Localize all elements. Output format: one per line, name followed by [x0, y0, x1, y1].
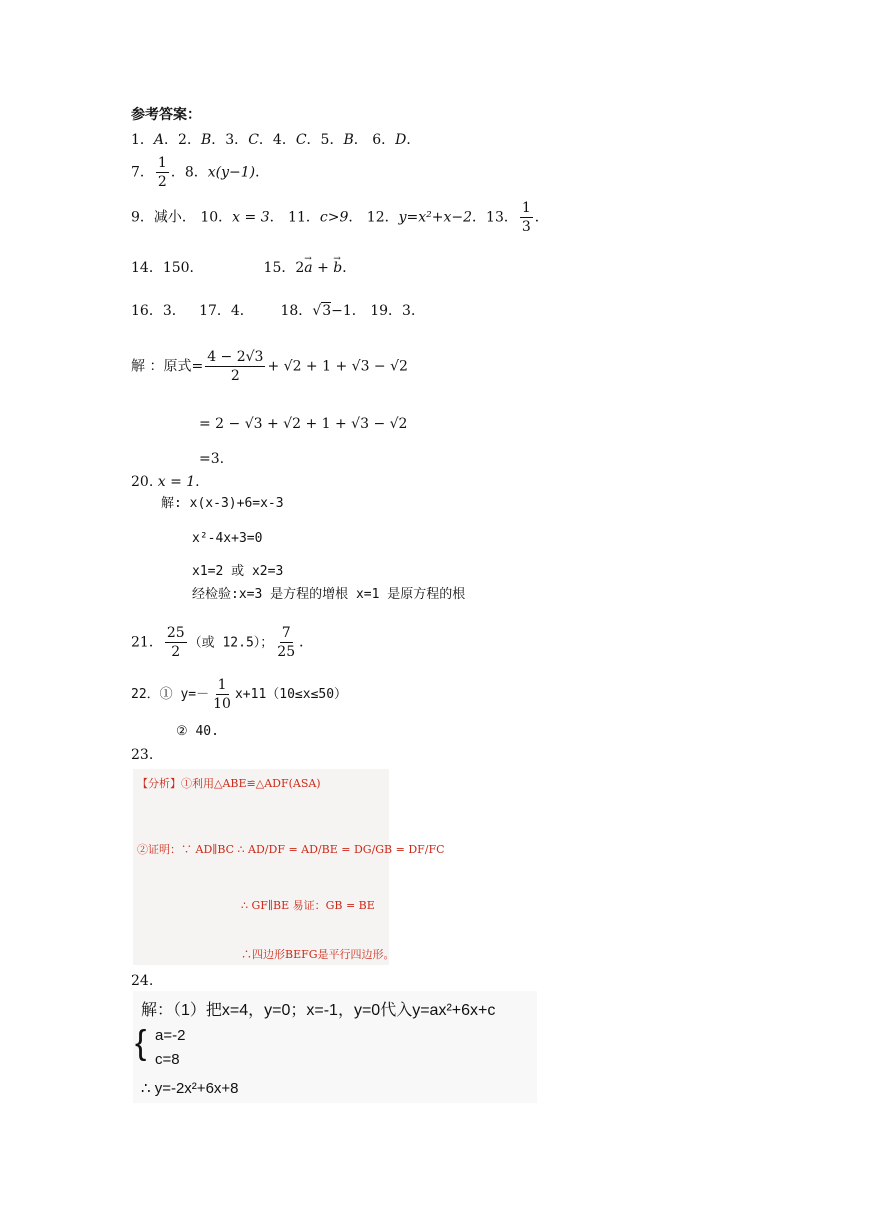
answers-1-6: [131, 130, 420, 150]
q20-step-3: x1=2 或 x2=3: [192, 564, 284, 579]
q23-proof: ②证明：∵ AD∥BC ∴ AD/DF = AD/BE = DG/GB = DF/FC: [137, 843, 445, 856]
q9-q10-label: 9．减小． 10．: [131, 209, 233, 226]
q24-heading: 24.: [131, 973, 154, 989]
answers-14-15: 14．150． 15．2→ a + → b．: [131, 258, 356, 278]
q8-number: ．8．: [170, 164, 208, 181]
q5-answer: B: [343, 132, 354, 148]
q22-line-1: 22．① y=－ $\frac{1}{10}$ x+11（10≤x≤50）: [131, 677, 348, 712]
answers-9-13: 9．减小． 10．x = 3． 11．c>9． 12．y=x²+x−2．13． $\frac{1}{3}$ ．: [131, 200, 549, 235]
q2-answer: B: [200, 132, 212, 148]
q7-fraction: $\frac{1}{2}$: [157, 155, 167, 190]
solution-19-line2: = 2 − √3 + √2 + 1 + √3 − √2: [199, 416, 408, 432]
q24-result: ∴ y=-2x²+6x+8: [141, 1080, 239, 1097]
solution-19-line3: =3.: [199, 451, 225, 467]
q24-value-c: c=8: [155, 1051, 180, 1068]
solution-19-line1: 解 ：原式= $\frac{4 - 2√3}{2}$ + √2 + 1 + √3 − √2: [131, 349, 408, 384]
q21-answer: 21． $\frac{25}{2}$ （或 12.5）； $\frac{7}{25}$ ．: [131, 625, 314, 660]
q8-answer: x(y−1): [207, 164, 256, 181]
q6-end: ．: [406, 132, 421, 148]
q13-fraction: $\frac{1}{3}$: [521, 200, 531, 235]
q24-brace: {: [135, 1024, 147, 1062]
q6-answer: D: [395, 132, 407, 148]
vector-a: → a: [304, 260, 312, 276]
q24-scanned-image: [133, 991, 537, 1103]
q11-answer: c>9: [319, 209, 349, 226]
q21-fraction-1: $\frac{25}{2}$: [166, 625, 185, 660]
q7-number: 7．: [131, 164, 154, 181]
q23-heading: 23.: [131, 747, 154, 763]
q6-number: ． 6．: [353, 132, 396, 148]
answers-16-19: 16．3． 17．4． 18．√3−1． 19．3．: [131, 303, 425, 319]
q23-parallel: ∴ GF∥BE 易证：GB = BE: [241, 899, 375, 912]
q10-answer: x = 3: [232, 209, 270, 226]
q20-step-2: x²-4x+3=0: [192, 531, 263, 546]
q20-answer: x = 1: [157, 474, 196, 490]
q4-number: ．4．: [258, 132, 296, 148]
q23-analysis: 【分析】①利用△ABE≌△ADF(ASA): [137, 777, 321, 790]
q23-scanned-image: [133, 769, 445, 965]
q20-heading: 20. x = 1.: [131, 474, 200, 490]
q12-answer: y=x²+x−2: [398, 209, 473, 226]
q22-line-2: ② 40.: [176, 724, 219, 739]
q3-number: ．3．: [211, 132, 249, 148]
q5-number: ．5．: [306, 132, 344, 148]
solution-fraction: $\frac{4 - 2√3}{2}$: [207, 349, 264, 384]
q20-step-4: 经检验:x=3 是方程的增根 x=1 是原方程的根: [192, 587, 466, 602]
answers-7-8: 7． $\frac{1}{2}$ ．8．x(y−1)．: [131, 155, 270, 190]
q1-number: 1．: [131, 132, 154, 148]
q2-number: ．2．: [164, 132, 201, 148]
q24-solution-line: 解：（1）把x=4，y=0；x=-1，y=0代入y=ax²+6x+c: [141, 1002, 496, 1019]
vector-b: → b: [333, 260, 342, 276]
q20-step-1: 解: x(x-3)+6=x-3: [161, 496, 284, 511]
q18-root: 3: [322, 303, 332, 319]
q1-answer: A: [153, 132, 165, 148]
q22-fraction: $\frac{1}{10}$: [213, 677, 231, 712]
q3-answer: C: [248, 132, 259, 148]
answers-heading: 参考答案：: [131, 106, 201, 122]
q21-fraction-2: $\frac{7}{25}$: [277, 625, 296, 660]
q24-value-a: a=-2: [155, 1027, 186, 1044]
q4-answer: C: [295, 132, 307, 148]
q14-answer: 14．150．: [131, 260, 204, 276]
q23-conclusion: ∴四边形BEFG是平行四边形。: [241, 948, 395, 961]
